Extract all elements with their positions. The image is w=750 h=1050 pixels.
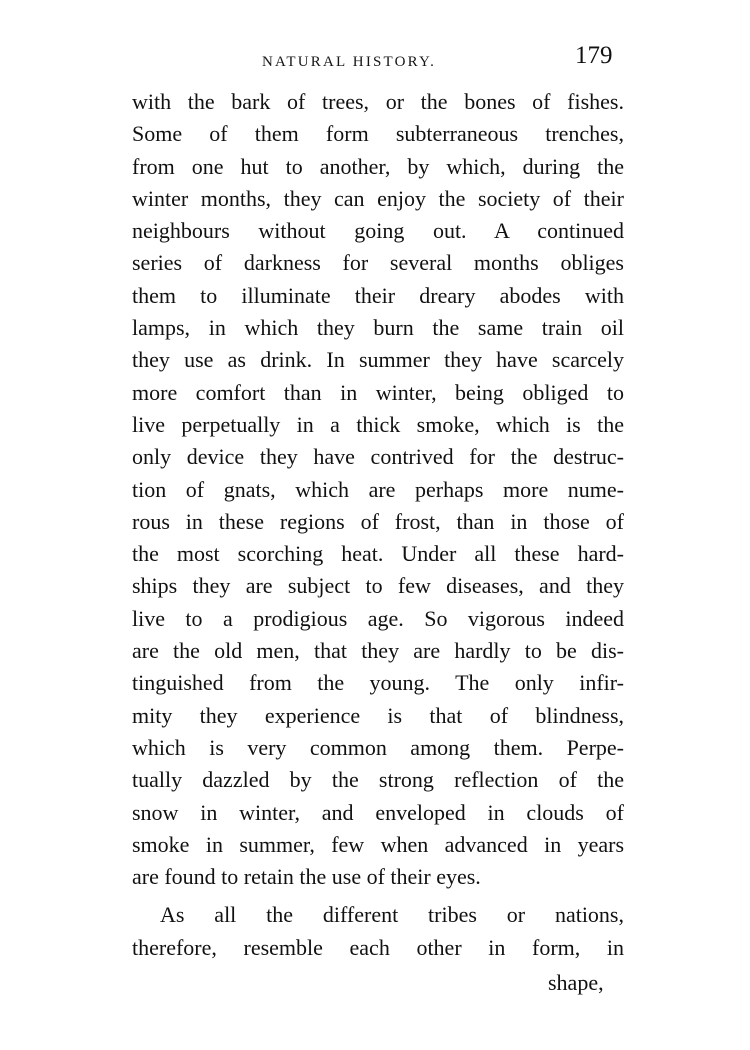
catchword: shape, xyxy=(548,970,604,995)
text-line: snow in winter, and enveloped in clouds of xyxy=(132,799,624,825)
text-line: lamps, in which they burn the same train oil xyxy=(132,315,624,341)
running-head: NATURAL HISTORY. xyxy=(262,54,437,70)
text-line: As all the different tribes or nations, xyxy=(160,902,624,928)
text-line: tually dazzled by the strong reflection of the xyxy=(132,767,624,793)
text-line: with the bark of trees, or the bones of fishes. xyxy=(132,89,624,114)
text-line: tinguished from the young. The only infir- xyxy=(132,670,624,696)
text-line: are the old men, that they are hardly to be dis- xyxy=(132,638,624,664)
text-line: therefore, resemble each other in form, in xyxy=(132,934,624,960)
text-line: they use as drink. In summer they have scarcely xyxy=(132,347,624,373)
text-line: ships they are subject to few diseases, and they xyxy=(132,573,624,599)
text-line: tion of gnats, which are perhaps more nume- xyxy=(132,476,624,502)
text-line: are found to retain the use of their eyes. xyxy=(132,864,481,890)
text-line: neighbours without going out. A continued xyxy=(132,218,624,244)
text-line: live to a prodigious age. So vigorous indeed xyxy=(132,605,624,631)
text-line: series of darkness for several months obliges xyxy=(132,250,624,276)
text-line: mity they experience is that of blindness, xyxy=(132,702,624,728)
text-line: only device they have contrived for the destruc- xyxy=(132,444,624,470)
text-line: live perpetually in a thick smoke, which is the xyxy=(132,411,624,437)
body-text xyxy=(132,86,624,964)
text-line: the most scorching heat. Under all these hard- xyxy=(132,541,624,567)
text-line: rous in these regions of frost, than in those of xyxy=(132,508,624,534)
text-line: more comfort than in winter, being obliged to xyxy=(132,379,624,405)
text-line: Some of them form subterraneous trenches, xyxy=(132,121,624,147)
text-line: smoke in summer, few when advanced in years xyxy=(132,831,624,857)
page-number: 179 xyxy=(575,42,613,69)
text-line: which is very common among them. Perpe- xyxy=(132,734,624,760)
text-line: them to illuminate their dreary abodes with xyxy=(132,282,624,308)
text-line: from one hut to another, by which, during the xyxy=(132,153,624,179)
text-line: winter months, they can enjoy the society of their xyxy=(132,185,624,211)
